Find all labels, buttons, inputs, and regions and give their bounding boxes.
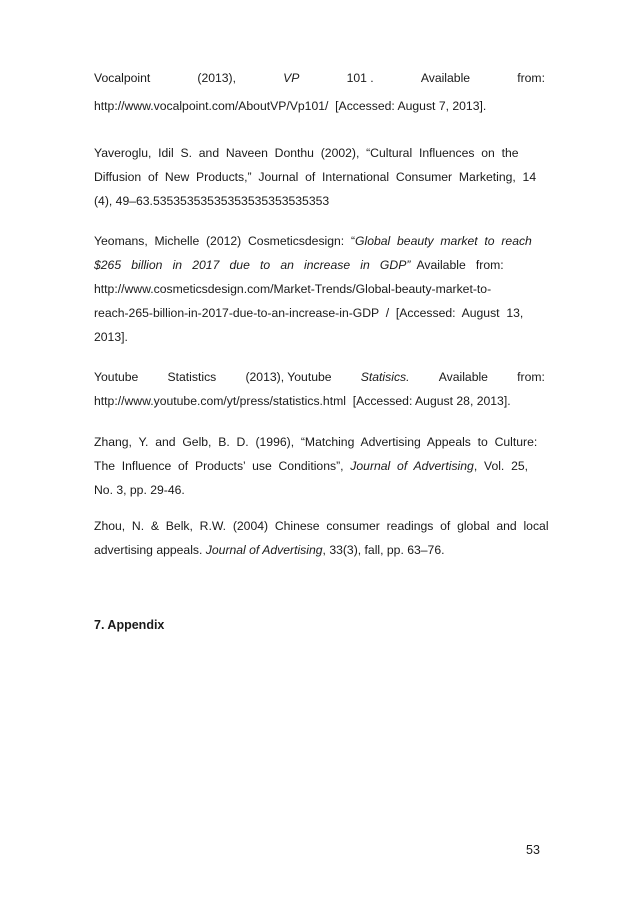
ref-text-italic: Global beauty market to reach	[355, 234, 532, 248]
ref-youtube-line-1	[94, 369, 545, 385]
ref-vocalpoint-line-1	[94, 70, 545, 86]
ref-yeomans-line-4: reach-265-billion-in-2017-due-to-an-increase-in-GDP / [Accessed: August 13,	[94, 306, 524, 320]
ref-yeomans-line-5: 2013].	[94, 330, 128, 344]
ref-word-italic: Statisics.	[360, 370, 410, 384]
ref-zhang-line-2	[94, 458, 545, 474]
ref-word: Statistics	[167, 370, 217, 384]
ref-youtube-url[interactable]: http://www.youtube.com/yt/press/statistics.html [Accessed: August 28, 2013].	[94, 394, 511, 408]
ref-yeomans-line-1	[94, 233, 545, 249]
ref-text: Yeomans, Michelle (2012) Cosmeticsdesign: “	[94, 234, 356, 248]
ref-vocalpoint-url[interactable]: http://www.vocalpoint.com/AboutVP/Vp101/ [Accessed: August 7, 2013].	[94, 99, 487, 113]
section-heading: 7. Appendix	[94, 618, 165, 632]
ref-word-italic: VP	[283, 71, 300, 85]
ref-zhang-line-3: No. 3, pp. 29-46.	[94, 483, 185, 497]
ref-text: The Influence of Products’ use Conditions”,	[94, 459, 351, 473]
ref-word: (2013), Youtube	[245, 370, 332, 384]
ref-word: Vocalpoint	[94, 71, 151, 85]
ref-yaveroglu-line-1: Yaveroglu, Idil S. and Naveen Donthu (2002), “Cultural Influences on the	[94, 146, 519, 160]
ref-word: Youtube	[94, 370, 139, 384]
ref-word: (2013),	[197, 71, 237, 85]
ref-text: , 33(3), fall, pp. 63–76.	[322, 543, 445, 557]
ref-yeomans-url[interactable]: http://www.cosmeticsdesign.com/Market-Trends/Global-beauty-market-to-	[94, 282, 492, 296]
ref-word: 101 .	[346, 71, 374, 85]
ref-yeomans-line-2	[94, 257, 545, 273]
ref-yaveroglu-line-2: Diffusion of New Products,” Journal of International Consumer Marketing, 14	[94, 170, 537, 184]
ref-word: Available	[438, 370, 488, 384]
ref-text: Available from:	[410, 258, 504, 272]
ref-text: , Vol. 25,	[473, 459, 529, 473]
ref-yaveroglu-line-3: (4), 49–63.53535353535353535353535353	[94, 194, 330, 208]
ref-word: Available	[420, 71, 471, 85]
ref-word: from:	[517, 71, 545, 85]
ref-word: from:	[517, 370, 545, 384]
ref-text-italic: Journal of Advertising	[350, 459, 474, 473]
ref-zhou-line-2	[94, 542, 545, 558]
ref-zhang-line-1: Zhang, Y. and Gelb, B. D. (1996), “Matching Advertising Appeals to Culture:	[94, 435, 538, 449]
ref-text-italic: $265 billion in 2017 due to an increase in GDP”	[94, 258, 411, 272]
ref-text-italic: Journal of Advertising	[205, 543, 323, 557]
ref-text: advertising appeals.	[94, 543, 206, 557]
ref-zhou-line-1: Zhou, N. & Belk, R.W. (2004) Chinese consumer readings of global and local	[94, 519, 549, 533]
page-number: 53	[526, 843, 540, 857]
